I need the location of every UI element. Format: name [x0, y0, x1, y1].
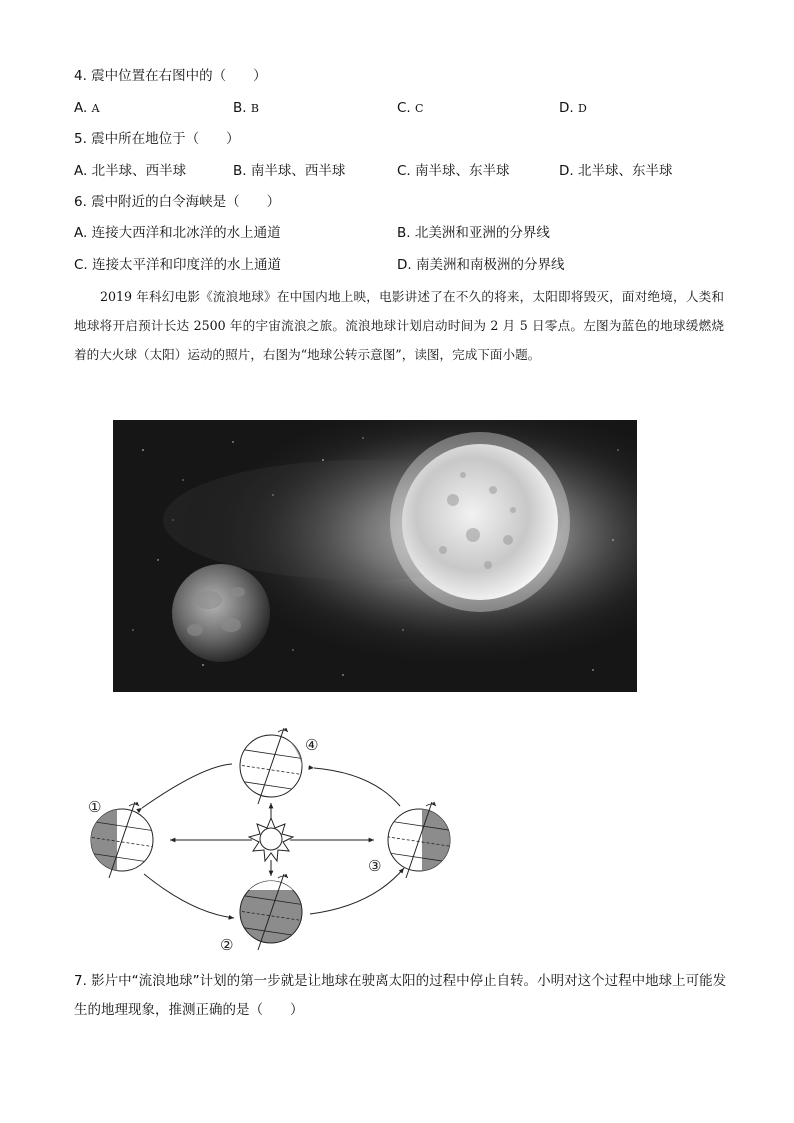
- q4-option-d-letter: D.: [559, 100, 574, 116]
- sun: [402, 444, 558, 600]
- q4-option-c-text: C: [415, 102, 424, 115]
- q5-option-c[interactable]: C. 南半球、东半球: [397, 163, 510, 179]
- q6-option-b[interactable]: B. 北美洲和亚洲的分界线: [397, 225, 550, 241]
- earth-position-3: [382, 802, 462, 878]
- earth-revolution-diagram: [82, 728, 462, 958]
- q4-option-c-letter: C.: [397, 100, 411, 116]
- q6-option-c[interactable]: C. 连接太平洋和印度洋的水上通道: [74, 257, 282, 273]
- q4-option-c[interactable]: [397, 99, 423, 118]
- q4-option-a-letter: A.: [74, 100, 88, 116]
- label-position-3: ③: [368, 857, 382, 875]
- earth: [172, 564, 270, 662]
- label-position-2: ②: [220, 936, 234, 954]
- label-position-1: ①: [88, 798, 102, 816]
- q5-stem: 5. 震中所在地位于（ ）: [74, 131, 240, 147]
- q7-stem: 7. 影片中“流浪地球”计划的第一步就是让地球在驶离太阳的过程中停止自转。小明对这个过程中地球上可能发生的地理现象，推测正确的是（ ）: [74, 973, 727, 1018]
- q4-option-a[interactable]: [74, 99, 100, 118]
- q5-option-b[interactable]: B. 南半球、西半球: [233, 163, 346, 179]
- q4-stem: 4. 震中位置在右图中的（ ）: [74, 68, 267, 84]
- passage-text: 2019 年科幻电影《流浪地球》在中国内地上映，电影讲述了在不久的将来，太阳即将毁灭，面对绝境，人类和地球将开启预计长达 2500 年的宇宙流浪之旅。流浪地球计划启动时间为 2 月 5 日零点。左图为蓝色的地球缓燃烧着的大火球（太阳）运动的照片，右图为“地球公转示意图”，读图，完成下面小题。: [74, 289, 724, 362]
- q4-option-b-letter: B.: [233, 100, 247, 116]
- q4-option-d[interactable]: [559, 99, 587, 118]
- q5-option-a[interactable]: A. 北半球、西半球: [74, 163, 187, 179]
- earth-sun-photo: [113, 420, 637, 692]
- q4-option-b[interactable]: [233, 99, 259, 118]
- q4-option-a-text: A: [91, 102, 100, 115]
- q4-option-d-text: D: [577, 102, 587, 115]
- q6-option-a[interactable]: A. 连接大西洋和北冰洋的水上通道: [74, 225, 281, 241]
- q6-option-d[interactable]: D. 南美洲和南极洲的分界线: [397, 257, 565, 273]
- earth-position-2: [232, 874, 312, 950]
- label-position-4: ④: [305, 736, 319, 754]
- q4-option-b-text: B: [250, 102, 259, 115]
- earth-position-4: [232, 728, 312, 804]
- sun-icon: [249, 818, 293, 861]
- q6-stem: 6. 震中附近的白令海峡是（ ）: [74, 194, 281, 210]
- reading-passage: [74, 282, 724, 369]
- q5-option-d[interactable]: D. 北半球、东半球: [559, 163, 673, 179]
